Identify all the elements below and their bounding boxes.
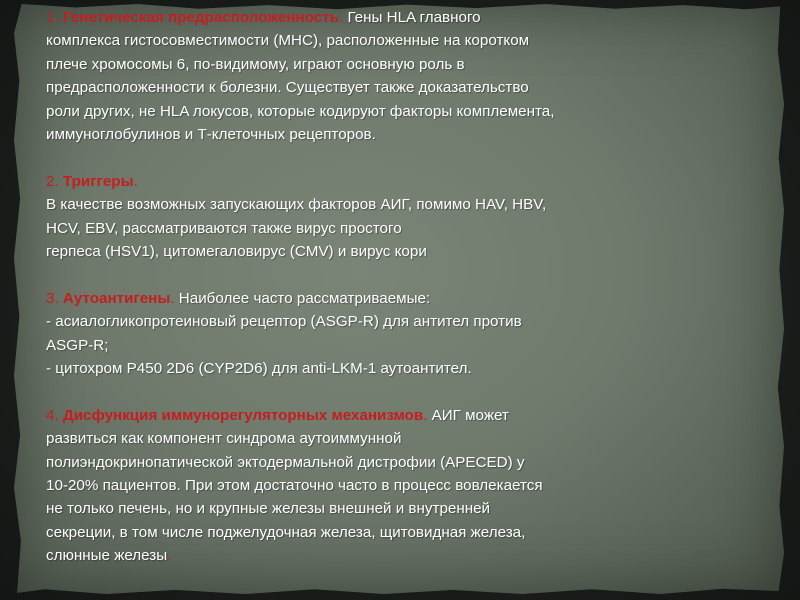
section-first-line-text: Гены HLA главного — [343, 9, 481, 26]
section-heading: Аутоантигены — [62, 289, 171, 307]
section-first-line — [46, 404, 746, 427]
heading-end: . — [423, 406, 428, 424]
text-line: иммуноглобулинов и Т-клеточных рецепторов. — [46, 126, 376, 144]
slide-text — [46, 6, 746, 591]
text-line: развиться как компонент синдрома аутоиммунной — [46, 430, 402, 448]
heading-end: . — [133, 172, 138, 190]
heading-end: . — [338, 9, 344, 26]
closing-period: . — [167, 547, 172, 565]
section-number: 2. — [46, 172, 63, 190]
section-dysfunction — [46, 404, 746, 568]
text-line: не только печень, но и крупные железы внешней и внутренней — [46, 500, 491, 518]
section-number: 4. — [46, 406, 63, 424]
text-line: секреции, в том числе поджелудочная железа, щитовидная железа, — [46, 523, 526, 541]
section-number: 3. — [46, 289, 63, 307]
heading-end: . — [170, 289, 175, 307]
section-triggers — [46, 170, 746, 264]
text-line: герпеса (HSV1), цитомегаловирус (CMV) и вирус кори — [46, 243, 427, 261]
text-line: плече хромосомы 6, по-видимому, играют основную роль в — [46, 55, 465, 73]
text-line: 10-20% пациентов. При этом достаточно часто в процесс вовлекается — [46, 477, 543, 495]
section-heading: Триггеры — [62, 172, 134, 190]
section-first-line — [46, 170, 746, 193]
section-number: 1. — [46, 9, 63, 26]
text-line: полиэндокринопатической эктодермальной дистрофии (APECED) у — [46, 453, 525, 471]
text-line-last — [46, 544, 746, 567]
section-autoantigens — [46, 287, 746, 381]
section-heading: Дисфункция иммунорегуляторных механизмов — [62, 406, 424, 424]
section-first-line — [46, 287, 746, 310]
section-heading: Генетическая предрасположенность — [62, 9, 339, 26]
text-line: комплекса гистосовместимости (MHC), расположенные на коротком — [46, 32, 530, 50]
text-line: роли других, не HLA локусов, которые кодируют факторы комплемента, — [46, 102, 555, 120]
text-line: предрасположенности к болезни. Существует также доказательство — [46, 79, 529, 97]
text-line-last-words: слюнные железы — [46, 547, 168, 565]
section-first-line — [46, 6, 746, 29]
section-genetic — [46, 6, 746, 146]
section-first-line-text: Наиболее часто рассматриваемые: — [174, 289, 431, 307]
text-line: - цитохром P450 2D6 (CYP2D6) для anti-LKM-1 аутоантител. — [46, 360, 472, 378]
section-first-line-text: АИГ может — [427, 406, 509, 424]
text-line: ASGP-R; — [46, 336, 109, 354]
text-line: - асиалогликопротеиновый рецептор (ASGP-R) для антител против — [46, 313, 522, 331]
text-line: HCV, EBV, рассматриваются также вирус простого — [46, 219, 402, 237]
text-line: В качестве возможных запускающих факторов АИГ, помимо HAV, HBV, — [46, 196, 547, 214]
